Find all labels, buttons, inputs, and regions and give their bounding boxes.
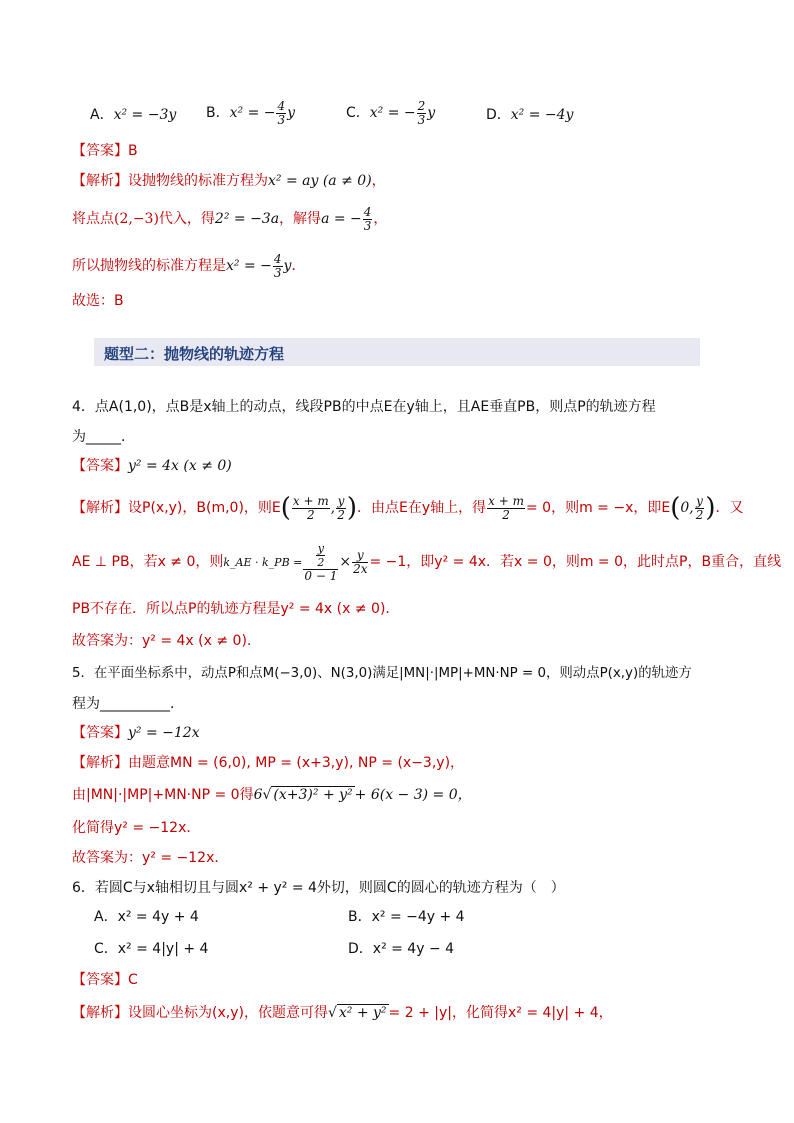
q4-analysis-line3: PB不存在．所以点P的轨迹方程是y² = 4x (x ≠ 0)． (72, 601, 400, 617)
q3-option-a-expr: x² = −3y (113, 107, 177, 123)
q5-stem-line2: 程为__________． (72, 696, 184, 712)
section-title: 题型二：抛物线的轨迹方程 (104, 345, 285, 363)
q5-stem-line1: 5．在平面坐标系中，动点P和点M(−3,0)、N(3,0)满足|MN|·|MP|+MN·NP = 0，则动点P(x,y)的轨迹方 (72, 666, 692, 681)
q6-option-a: A．x² = 4y + 4 (94, 909, 199, 925)
q5-answer: 【答案】y² = −12x (72, 725, 200, 741)
q6-analysis-line1: 【解析】设圆心坐标为(x,y)，依题意可得√ x² + y² = 2 + |y|，化简得x² = 4|y| + 4， (72, 1005, 613, 1021)
q3-option-b: B．x² = − $\frac{4}{3}$ y (206, 98, 296, 127)
q6-option-b: B．x² = −4y + 4 (348, 909, 465, 925)
q6-option-c: C．x² = 4|y| + 4 (94, 941, 209, 957)
q3-option-d: D．x² = −4y (486, 107, 574, 123)
q5-conclusion: 故答案为：y² = −12x． (72, 850, 229, 866)
q4-conclusion: 故答案为：y² = 4x (x ≠ 0). (72, 633, 252, 649)
q5-analysis-line3: 化简得y² = −12x． (72, 820, 201, 836)
q4-analysis-line2: AE ⊥ PB，若x ≠ 0，则k_AE · k_PB = $\frac{\frac{y}{2}}{0 - 1}$ × $\frac{y}{2x}$ = −1，即y² = 4x．若x = 0，则m = 0，此时点P，B重合，直线 (72, 541, 782, 583)
q3-answer: 【答案】B (72, 143, 138, 159)
q3-analysis-line2: 将点点(2,−3)代入，得2² = −3a，解得a = − $\frac{4}{3}$ ， (72, 204, 388, 233)
q6-stem: 6．若圆C与x轴相切且与圆x² + y² = 4外切，则圆C的圆心的轨迹方程为（ ） (72, 880, 565, 896)
q3-analysis-line1: 【解析】设抛物线的标准方程为x² = ay (a ≠ 0)， (72, 173, 386, 189)
q3-analysis-line3: 所以抛物线的标准方程是x² = − $\frac{4}{3}$ y． (72, 251, 306, 280)
q3-conclusion: 故选：B (72, 293, 124, 309)
q3-option-c: C．x² = − $\frac{2}{3}$ y (346, 98, 436, 127)
q4-analysis-line1: 【解析】设P(x,y)，B(m,0)，则E( $\frac{x + m}{2}$ , $\frac{y}{2}$ )．由点E在y轴上，得 $\frac{x + m}{2}$ = 0，则m = −x，即E(0, $\frac{y}{2}$ )．又 (72, 493, 744, 523)
q5-analysis-line2: 由|MN|·|MP|+MN·NP = 0得6√ (x+3)² + y² + 6(x − 3) = 0， (72, 787, 472, 803)
q4-answer: 【答案】y² = 4x (x ≠ 0) (72, 458, 232, 474)
q6-option-d: D．x² = 4y − 4 (348, 941, 455, 957)
q6-answer: 【答案】C (72, 972, 138, 988)
q4-stem-line1: 4．点A(1,0)，点B是x轴上的动点，线段PB的中点E在y轴上，且AE垂直PB，则点P的轨迹方程 (72, 399, 656, 415)
q5-analysis-line1: 【解析】由题意MN = (6,0), MP = (x+3,y), NP = (x−3,y)， (72, 755, 465, 771)
q4-stem-line2: 为_____． (72, 429, 135, 445)
q3-option-a: A．x² = −3y (90, 107, 177, 123)
